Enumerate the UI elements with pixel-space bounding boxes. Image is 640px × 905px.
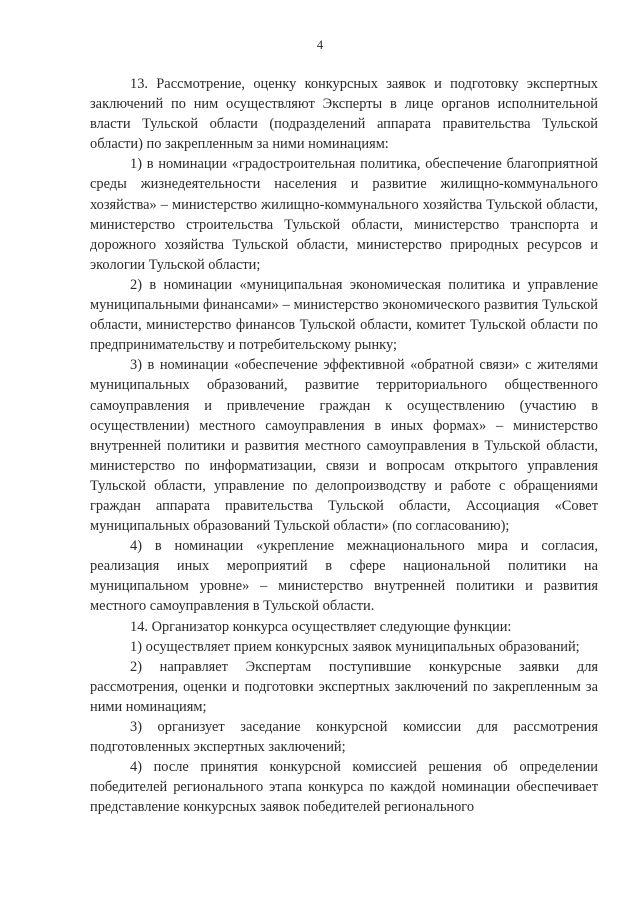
- paragraph-13: 13. Рассмотрение, оценку конкурсных заявок и подготовку экспертных заключений по ним осуществляют Эксперты в лице органов исполнительной власти Тульской области (подразделений аппарата правительства Тульской области) по закрепленным за ними номинациям:: [90, 76, 598, 153]
- page-number: 4: [316, 38, 324, 52]
- document-body: [90, 74, 598, 817]
- paragraph-13-item-2: 2) в номинации «муниципальная экономическая политика и управление муниципальными финансами» – министерство экономического развития Тульской области, министерство финансов Тульской области, комитет Тульской области по предпринимательству и потребительскому рынку;: [90, 276, 598, 354]
- paragraph-13-item-3: 3) в номинации «обеспечение эффективной «обратной связи» с жителями муниципальных образований, развитие территориального общественного самоуправления и привлечение граждан к осуществлению (участию в осуществлении) местного самоуправления в иных формах» – министерство внутренней политики и развития местного самоуправления в Тульской области, министерство по информатизации, связи и вопросам открытого управления Тульской области, управление по делопроизводству и работе с обращениями граждан аппарата правительства Тульской области, Ассоциация «Совет муниципальных образований Тульской области» (по согласованию);: [90, 357, 598, 535]
- paragraph-13-item-1: 1) в номинации «градостроительная политика, обеспечение благоприятной среды жизнедеятельности населения и развитие жилищно-коммунального хозяйства» – министерство жилищно-коммунального хозяйства Тульской области, министерство строительства Тульской области, министерство транспорта и дорожного хозяйства Тульской области, министерство природных ресурсов и экологии Тульской области;: [90, 156, 598, 273]
- paragraph-13-item-4: 4) в номинации «укрепление межнационального мира и согласия, реализация иных мероприятий в сфере национальной политики на муниципальном уровне» – министерство внутренней политики и развития местного самоуправления в Тульской области.: [90, 538, 598, 615]
- paragraph-14-item-3: 3) организует заседание конкурсной комиссии для рассмотрения подготовленных экспертных заключений;: [90, 719, 598, 756]
- paragraph-14-item-1: 1) осуществляет прием конкурсных заявок муниципальных образований;: [130, 638, 580, 655]
- paragraph-14-item-2: 2) направляет Экспертам поступившие конкурсные заявки для рассмотрения, оценки и подготовки экспертных заключений по закрепленным за ними номинациям;: [90, 658, 598, 715]
- paragraph-14: 14. Организатор конкурса осуществляет следующие функции:: [130, 618, 512, 635]
- paragraph-14-item-4: 4) после принятия конкурсной комиссией решения об определении победителей регионального этапа конкурса по каждой номинации обеспечивает представление конкурсных заявок победителей регионального: [90, 759, 598, 816]
